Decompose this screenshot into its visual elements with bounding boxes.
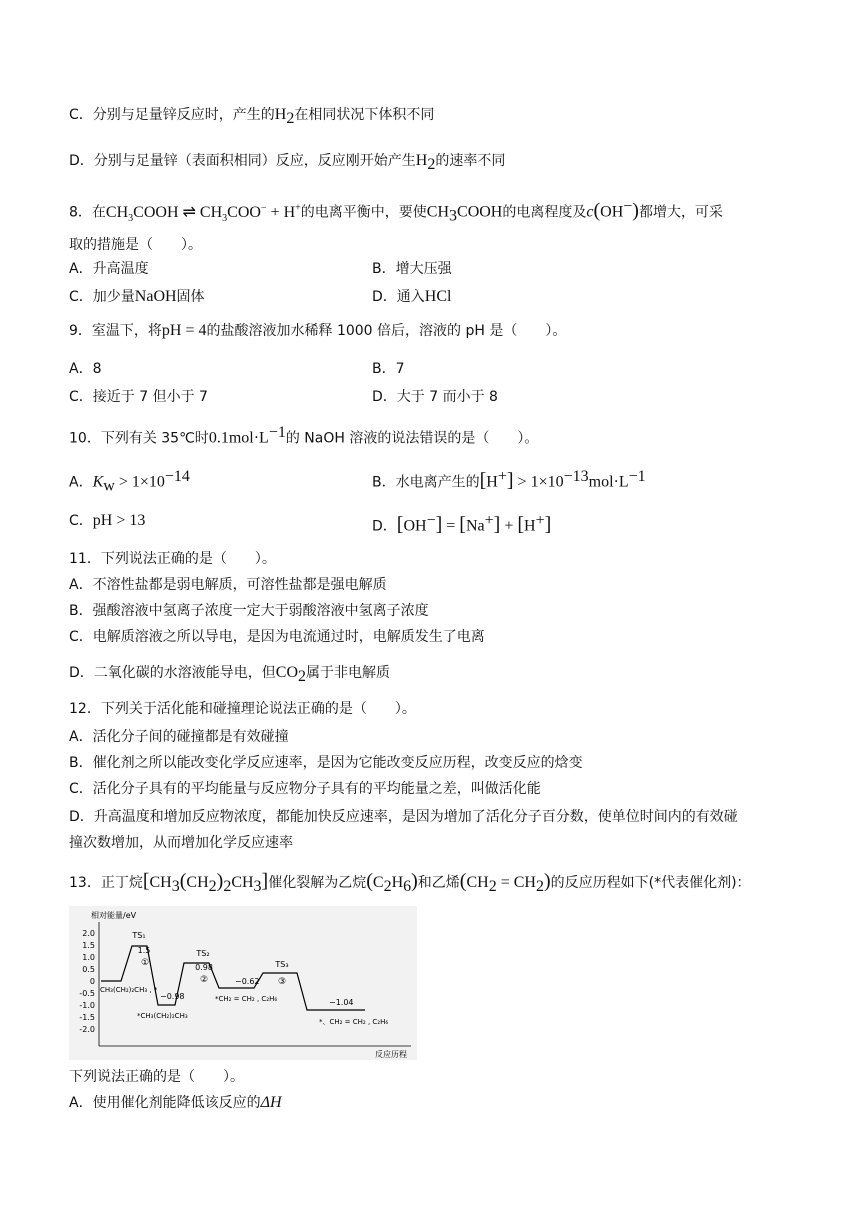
ts1-number: ①	[140, 958, 150, 968]
level2-value: −0.62	[235, 977, 260, 986]
ts3-number: ③	[277, 977, 287, 987]
level3-label: *、CH₂ = CH₂ , C₂H₆	[319, 1018, 389, 1026]
q12-option-c: C．活化分子具有的平均能量与反应物分子具有的平均能量之差，叫做活化能	[69, 781, 541, 797]
q10-stem: 10．下列有关 35℃时$0.1mol\cdot L^{-1}$的 NaOH 溶液的说法错误的是（ ）。	[69, 424, 539, 447]
figure-xlabel: 反应历程	[375, 1050, 407, 1059]
q12-option-b: B．催化剂之所以能改变化学反应速率，是因为它能改变反应历程，改变反应的焓变	[69, 755, 583, 771]
ts1-label: TS₁	[132, 931, 146, 940]
q8-option-b: B．增大压强	[372, 261, 452, 277]
q12-option-d: D．升高温度和增加反应物浓度，都能加快反应速率，是因为增加了活化分子百分数，使单位时间内的有效碰	[69, 809, 738, 825]
q13-prompt: 下列说法正确的是（ ）。	[69, 1069, 244, 1085]
q11-option-b: B．强酸溶液中氢离子浓度一定大于弱酸溶液中氢离子浓度	[69, 603, 429, 619]
ytick-neg1.0: -1.0	[79, 1001, 95, 1010]
level1-value: −0.98	[160, 992, 185, 1001]
q8-option-d: D．通入HCl	[372, 288, 452, 305]
ytick-1.0: 1.0	[82, 953, 95, 962]
q9-option-d: D．大于 7 而小于 8	[372, 389, 498, 405]
ts3-label: TS₃	[275, 960, 289, 969]
q8-option-c: C．加少量NaOH固体	[69, 288, 205, 305]
q13-option-a: A．使用催化剂能降低该反应的ΔH	[69, 1094, 282, 1111]
q12-stem: 12．下列关于活化能和碰撞理论说法正确的是（ ）。	[69, 701, 416, 717]
q13-stem: 13．正丁烷$[CH_3(CH_2)_2CH_3]$催化裂解为乙烷$(C_2H_6)$和乙烯$(CH_2 = CH_2)$的反应历程如下(*代表催化剂)：	[69, 870, 751, 895]
q10-option-a: A．$K_w > 1\times 10^{-14}$	[69, 468, 190, 495]
level1-label: *CH₃(CH₂)₂CH₃	[137, 1012, 188, 1020]
q11-option-c: C．电解质溶液之所以导电，是因为电流通过时，电解质发生了电离	[69, 629, 485, 645]
ytick-0: 0	[89, 977, 95, 986]
level3-value: −1.04	[329, 998, 354, 1007]
q11-option-a: A．不溶性盐都是弱电解质，可溶性盐都是强电解质	[69, 577, 387, 593]
q7-option-c: C．分别与足量锌反应时，产生的$H_2$在相同状况下体积不同	[69, 106, 435, 127]
q9-option-c: C．接近于 7 但小于 7	[69, 389, 208, 405]
q10-option-b: B．水电离产生的$[H^+] > 1\times 10^{-13}mol\cdot L^{-1}$	[372, 468, 646, 492]
ts2-value: 0.98	[195, 963, 213, 972]
q9-stem: 9．室温下，将pH = 4的盐酸溶液加水稀释 1000 倍后，溶液的 pH 是（ ）。	[69, 322, 567, 339]
ts2-label: TS₂	[196, 949, 210, 958]
q11-option-d: D．二氧化碳的水溶液能导电，但$CO_2$属于非电解质	[69, 664, 391, 685]
level2-label: *CH₂ = CH₂ , C₂H₆	[215, 995, 278, 1003]
start-level-label: CH₃(CH₂)₂CH₃ , *	[100, 986, 158, 994]
ts1-value: 1.5	[137, 946, 151, 955]
q11-stem: 11．下列说法正确的是（ ）。	[69, 551, 276, 567]
q10-option-c: C．pH > 13	[69, 512, 146, 529]
q8-equation: $CH_3COOH$ ⇌ $CH_3COO^- + H^+$	[105, 202, 301, 224]
ytick-neg0.5: -0.5	[79, 989, 95, 998]
q8-stem: 8．在$CH_3COOH$ ⇌ $CH_3COO^- + H^+$的电离平衡中，要使$CH_3COOH$的电离程度及c(OH−)都增大，可采	[69, 198, 723, 225]
q7-option-d: D．分别与足量锌（表面积相同）反应，反应刚开始产生$H_2$的速率不同	[69, 152, 506, 173]
q10-option-d: D．[OH−] = [Na+] + [H+]	[372, 512, 552, 536]
q8-stem-line2: 取的措施是（ ）。	[69, 237, 202, 253]
q12-option-d-line2: 撞次数增加，从而增加化学反应速率	[69, 835, 293, 851]
ytick-0.5: 0.5	[82, 965, 95, 974]
q9-option-a: A．8	[69, 361, 102, 377]
ytick-neg2.0: -2.0	[79, 1025, 95, 1034]
q9-option-b: B．7	[372, 361, 405, 377]
ytick-2.0: 2.0	[82, 929, 95, 938]
ytick-neg1.5: -1.5	[79, 1013, 95, 1022]
q12-option-a: A．活化分子间的碰撞都是有效碰撞	[69, 729, 289, 745]
figure-ylabel: 相对能量/eV	[91, 911, 137, 920]
q8-option-a: A．升高温度	[69, 261, 149, 277]
energy-profile-figure	[69, 906, 417, 1060]
ts2-number: ②	[199, 975, 209, 985]
ytick-1.5: 1.5	[82, 941, 95, 950]
